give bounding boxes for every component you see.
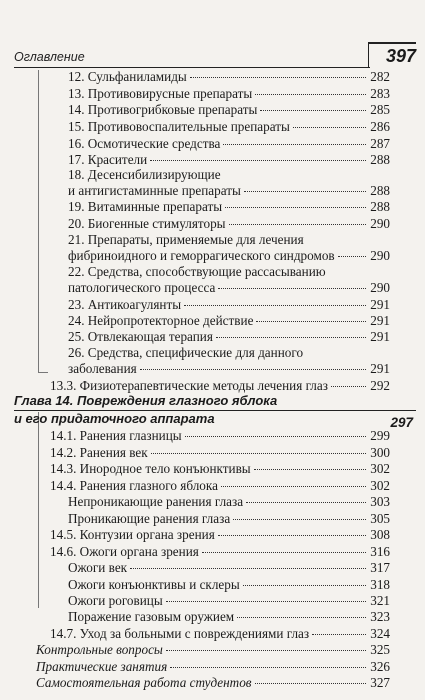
toc-entry <box>68 86 390 102</box>
guide-line-before <box>38 70 39 372</box>
dot-leader <box>244 191 366 192</box>
toc-entry-text: 18. Десенсибилизирующие <box>68 167 221 182</box>
toc-entry-text: Ожоги роговицы <box>68 593 163 608</box>
toc-entry-text: патологического процесса <box>68 280 216 295</box>
dot-leader <box>260 110 366 111</box>
toc-entry <box>68 609 390 625</box>
chapter-page: 297 <box>390 415 413 430</box>
toc-entry-text: Проникающие ранения глаза <box>68 511 231 526</box>
toc-entry-page: 286 <box>370 119 390 134</box>
dot-leader <box>254 469 367 470</box>
dot-leader <box>225 207 366 208</box>
toc-entry-page: 308 <box>370 527 390 542</box>
toc-entry-page: 291 <box>370 329 390 344</box>
chapter-rule <box>14 410 416 411</box>
toc-entry <box>68 297 390 313</box>
toc-entry <box>36 659 390 675</box>
toc-entry-page: 303 <box>370 494 390 509</box>
toc-entry-page: 290 <box>370 216 390 231</box>
header-rule <box>14 67 370 68</box>
toc-entry <box>68 102 390 118</box>
toc-entry <box>68 119 390 135</box>
toc-entry-text: 24. Нейропротекторное действие <box>68 313 254 328</box>
dot-leader <box>202 552 366 553</box>
toc-entry-text: Контрольные вопросы <box>36 642 163 657</box>
toc-entry <box>68 511 390 527</box>
dot-leader <box>184 305 366 306</box>
toc-entry <box>68 199 390 215</box>
dot-leader <box>185 436 367 437</box>
dot-leader <box>233 519 366 520</box>
toc-entry-text: 14.6. Ожоги органа зрения <box>50 544 199 559</box>
dot-leader <box>246 502 366 503</box>
toc-entry-text: 14.2. Ранения век <box>50 445 148 460</box>
guide-line-after <box>38 412 39 608</box>
toc-entry-text: Поражение газовым оружием <box>68 609 235 624</box>
toc-entry-text: 25. Отвлекающая терапия <box>68 329 213 344</box>
toc-entry-text: 21. Препараты, применяемые для лечения <box>68 232 304 247</box>
toc-entry-page: 283 <box>370 86 390 101</box>
toc-entry <box>68 593 390 609</box>
toc-entry-text: 14.3. Инородное тело конъюнктивы <box>50 461 251 476</box>
toc-entry-page: 302 <box>370 478 390 493</box>
dot-leader <box>218 535 366 536</box>
toc-entry-text: 16. Осмотические средства <box>68 136 221 151</box>
dot-leader <box>151 453 367 454</box>
toc-entry <box>68 494 390 510</box>
toc-entry <box>68 69 390 85</box>
toc-entry-page: 291 <box>370 297 390 312</box>
toc-entry-page: 291 <box>370 361 390 376</box>
dot-leader <box>221 486 366 487</box>
toc-entry-page: 290 <box>370 248 390 263</box>
toc-entry-text: 14.5. Контузии органа зрения <box>50 527 215 542</box>
dot-leader <box>256 321 366 322</box>
chapter-title-line2: и его придаточного аппарата <box>14 411 215 426</box>
toc-entry-text: 22. Средства, способствующие рассасыванию <box>68 264 326 279</box>
toc-entry <box>50 428 390 444</box>
toc-entry-page: 317 <box>370 560 390 575</box>
toc-entry-text: 12. Сульфаниламиды <box>68 69 187 84</box>
dot-leader <box>243 585 366 586</box>
toc-entry-text: 20. Биогенные стимуляторы <box>68 216 226 231</box>
toc-entry-page: 305 <box>370 511 390 526</box>
dot-leader <box>338 256 367 257</box>
toc-entry <box>68 361 390 377</box>
toc-entry-page: 316 <box>370 544 390 559</box>
chapter-title-line1: Глава 14. Повреждения глазного яблока <box>14 393 278 408</box>
toc-entry-page: 299 <box>370 428 390 443</box>
dot-leader <box>331 386 366 387</box>
toc-entry-page: 300 <box>370 445 390 460</box>
dot-leader <box>312 634 366 635</box>
toc-entry-text: 23. Антикоагулянты <box>68 297 182 312</box>
toc-entry-text: 15. Противовоспалительные препараты <box>68 119 290 134</box>
toc-entry <box>50 626 390 642</box>
toc-entry <box>68 216 390 232</box>
toc-entry-text: заболевания <box>68 361 137 376</box>
toc-entry <box>68 136 390 152</box>
dot-leader <box>293 127 366 128</box>
toc-entry <box>68 280 390 296</box>
dot-leader <box>166 650 366 651</box>
dot-leader <box>166 601 366 602</box>
toc-entry-page: 325 <box>370 642 390 657</box>
toc-entry-text: 13. Противовирусные препараты <box>68 86 253 101</box>
toc-entry <box>68 152 390 168</box>
toc-entry-page: 287 <box>370 136 390 151</box>
toc-entry-text: 14. Противогрибковые препараты <box>68 102 258 117</box>
toc-entry-page: 288 <box>370 199 390 214</box>
toc-entry-page: 324 <box>370 626 390 641</box>
toc-entry-text: 26. Средства, специфические для данного <box>68 345 304 360</box>
toc-entry-text: 14.4. Ранения глазного яблока <box>50 478 218 493</box>
toc-entry <box>68 264 390 280</box>
toc-entry <box>36 675 390 691</box>
toc-entry-page: 321 <box>370 593 390 608</box>
header-page-number: 397 <box>368 42 416 68</box>
toc-entry-text: Ожоги конъюнктивы и склеры <box>68 577 240 592</box>
dot-leader <box>237 617 366 618</box>
toc-entry-text: фибриноидного и геморрагического синдромов <box>68 248 335 263</box>
toc-entry <box>50 461 390 477</box>
toc-entry <box>68 248 390 264</box>
toc-entry-page: 326 <box>370 659 390 674</box>
toc-entry-page: 318 <box>370 577 390 592</box>
toc-entry-text: 14.1. Ранения глазницы <box>50 428 182 443</box>
toc-entry <box>68 183 390 199</box>
toc-entry <box>68 167 390 183</box>
toc-entry <box>50 445 390 461</box>
toc-entry-text: 17. Красители <box>68 152 148 167</box>
toc-entry-page: 288 <box>370 183 390 198</box>
toc-entry <box>68 560 390 576</box>
dot-leader <box>150 160 366 161</box>
dot-leader <box>218 288 366 289</box>
toc-entry-text: 13.3. Физиотерапевтические методы лечения глаз <box>50 378 328 393</box>
dot-leader <box>223 144 366 145</box>
dot-leader <box>255 94 366 95</box>
toc-entry <box>68 313 390 329</box>
dot-leader <box>255 683 367 684</box>
toc-entry <box>36 642 390 658</box>
toc-entry-page: 323 <box>370 609 390 624</box>
toc-entry <box>68 577 390 593</box>
toc-entry-page: 290 <box>370 280 390 295</box>
dot-leader <box>170 667 366 668</box>
running-header <box>14 40 416 68</box>
dot-leader <box>216 337 366 338</box>
header-title: Оглавление <box>14 50 85 64</box>
toc-entry <box>50 527 390 543</box>
toc-entry <box>50 478 390 494</box>
toc-entry-text: 19. Витаминные препараты <box>68 199 223 214</box>
dot-leader <box>190 77 366 78</box>
toc-entry-page: 302 <box>370 461 390 476</box>
toc-entry-text: и антигистаминные препараты <box>68 183 241 198</box>
toc-entry-text: Ожоги век <box>68 560 128 575</box>
toc-entry-page: 285 <box>370 102 390 117</box>
toc-entry <box>68 329 390 345</box>
toc-entry-page: 288 <box>370 152 390 167</box>
toc-entry <box>68 232 390 248</box>
toc-entry-page: 291 <box>370 313 390 328</box>
toc-entry-text: Непроникающие ранения глаза <box>68 494 244 509</box>
toc-entry-page: 292 <box>370 378 390 393</box>
dot-leader <box>229 224 367 225</box>
guide-tick-before <box>38 372 48 373</box>
dot-leader <box>130 568 366 569</box>
toc-entry-text: Практические занятия <box>36 659 168 674</box>
toc-entry-text: 14.7. Уход за больными с повреждениями глаз <box>50 626 310 641</box>
toc-entry-text: Самостоятельная работа студентов <box>36 675 252 690</box>
toc-entry <box>68 345 390 361</box>
dot-leader <box>140 369 367 370</box>
toc-entry-page: 282 <box>370 69 390 84</box>
toc-entry-page: 327 <box>370 675 390 690</box>
toc-entry <box>50 544 390 560</box>
